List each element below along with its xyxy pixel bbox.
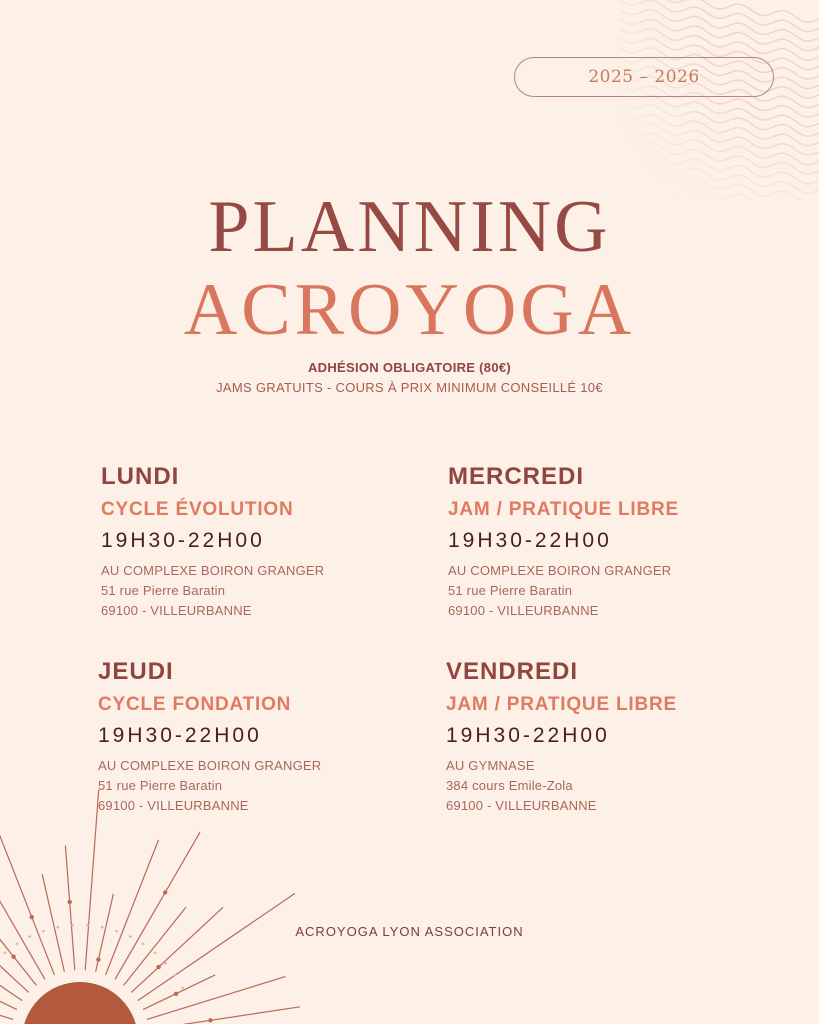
sun-dot [163,890,167,894]
sun-dot [28,935,31,938]
session-cycle: JAM / PRATIQUE LIBRE [448,499,679,520]
session-place: AU GYMNASE [446,758,535,773]
session-city: 69100 - VILLEURBANNE [448,603,599,618]
sun-ray [0,854,45,980]
sun-dot [174,992,178,996]
session-time: 19H30-22H00 [98,724,262,747]
sun-ray [149,1004,300,1024]
sun-ray [0,930,22,1000]
sun-dot [142,943,145,946]
sun-dot [115,930,118,933]
sun-ray [65,846,74,971]
session-city: 69100 - VILLEURBANNE [98,798,249,813]
sun-icon [0,790,300,1024]
sun-dot [30,915,34,919]
session-cycle: CYCLE FONDATION [98,694,292,715]
sun-dot [86,924,89,927]
sun-dot [71,924,74,927]
wave-pattern-icon [619,0,819,200]
session-street: 51 rue Pierre Baratin [101,583,226,598]
sun-core [22,982,138,1024]
session-street: 51 rue Pierre Baratin [448,583,573,598]
sun-dot [11,955,15,959]
session-monday [101,462,431,621]
sun-dot [15,943,18,946]
session-day: VENDREDI [446,658,579,685]
membership-note: ADHÉSION OBLIGATOIRE (80€) [307,360,512,375]
page-title-line-1: PLANNING [208,186,611,268]
session-place: AU COMPLEXE BOIRON GRANGER [98,758,322,773]
sun-dot [174,974,177,977]
session-wednesday [448,462,778,621]
year-label: 2025 – 2026 [588,67,700,87]
sun-dot [208,1018,212,1022]
sun-dot [4,952,7,955]
sun-ray [131,907,223,992]
session-day: MERCREDI [448,463,585,490]
session-time: 19H30-22H00 [448,529,612,552]
sun-ray [143,975,215,1010]
sun-dot [156,965,160,969]
sun-ray [42,874,64,972]
sun-dot [181,986,184,989]
sun-dot [96,957,100,961]
sun-ray [85,790,99,970]
sun-dot [101,926,104,929]
session-day: JEUDI [98,658,174,685]
session-day: LUNDI [101,463,180,490]
session-street: 51 rue Pierre Baratin [98,778,223,793]
sun-ray [0,863,29,992]
year-badge [514,57,774,97]
sun-ray [106,840,159,975]
session-city: 69100 - VILLEURBANNE [101,603,252,618]
sun-ray [0,817,54,975]
session-time: 19H30-22H00 [101,529,265,552]
session-street: 384 cours Emile-Zola [446,778,573,793]
sun-dot [154,952,157,955]
session-place: AU COMPLEXE BOIRON GRANGER [101,563,325,578]
sun-dot [68,900,72,904]
sun-dot [56,926,59,929]
footer-association: ACROYOGA LYON ASSOCIATION [295,924,524,939]
session-friday [446,657,776,816]
page-title-line-2: ACROYOGA [183,269,636,351]
sun-ray [138,894,295,1001]
session-cycle: CYCLE ÉVOLUTION [101,499,294,520]
sun-dot [164,962,167,965]
sun-ray [115,832,200,979]
session-city: 69100 - VILLEURBANNE [446,798,597,813]
session-place: AU COMPLEXE BOIRON GRANGER [448,563,672,578]
pricing-note: JAMS GRATUITS - COURS À PRIX MINIMUM CONSEILLÉ 10€ [216,380,603,395]
session-time: 19H30-22H00 [446,724,610,747]
sun-dot [129,935,132,938]
session-cycle: JAM / PRATIQUE LIBRE [446,694,677,715]
sun-dot [42,930,45,933]
